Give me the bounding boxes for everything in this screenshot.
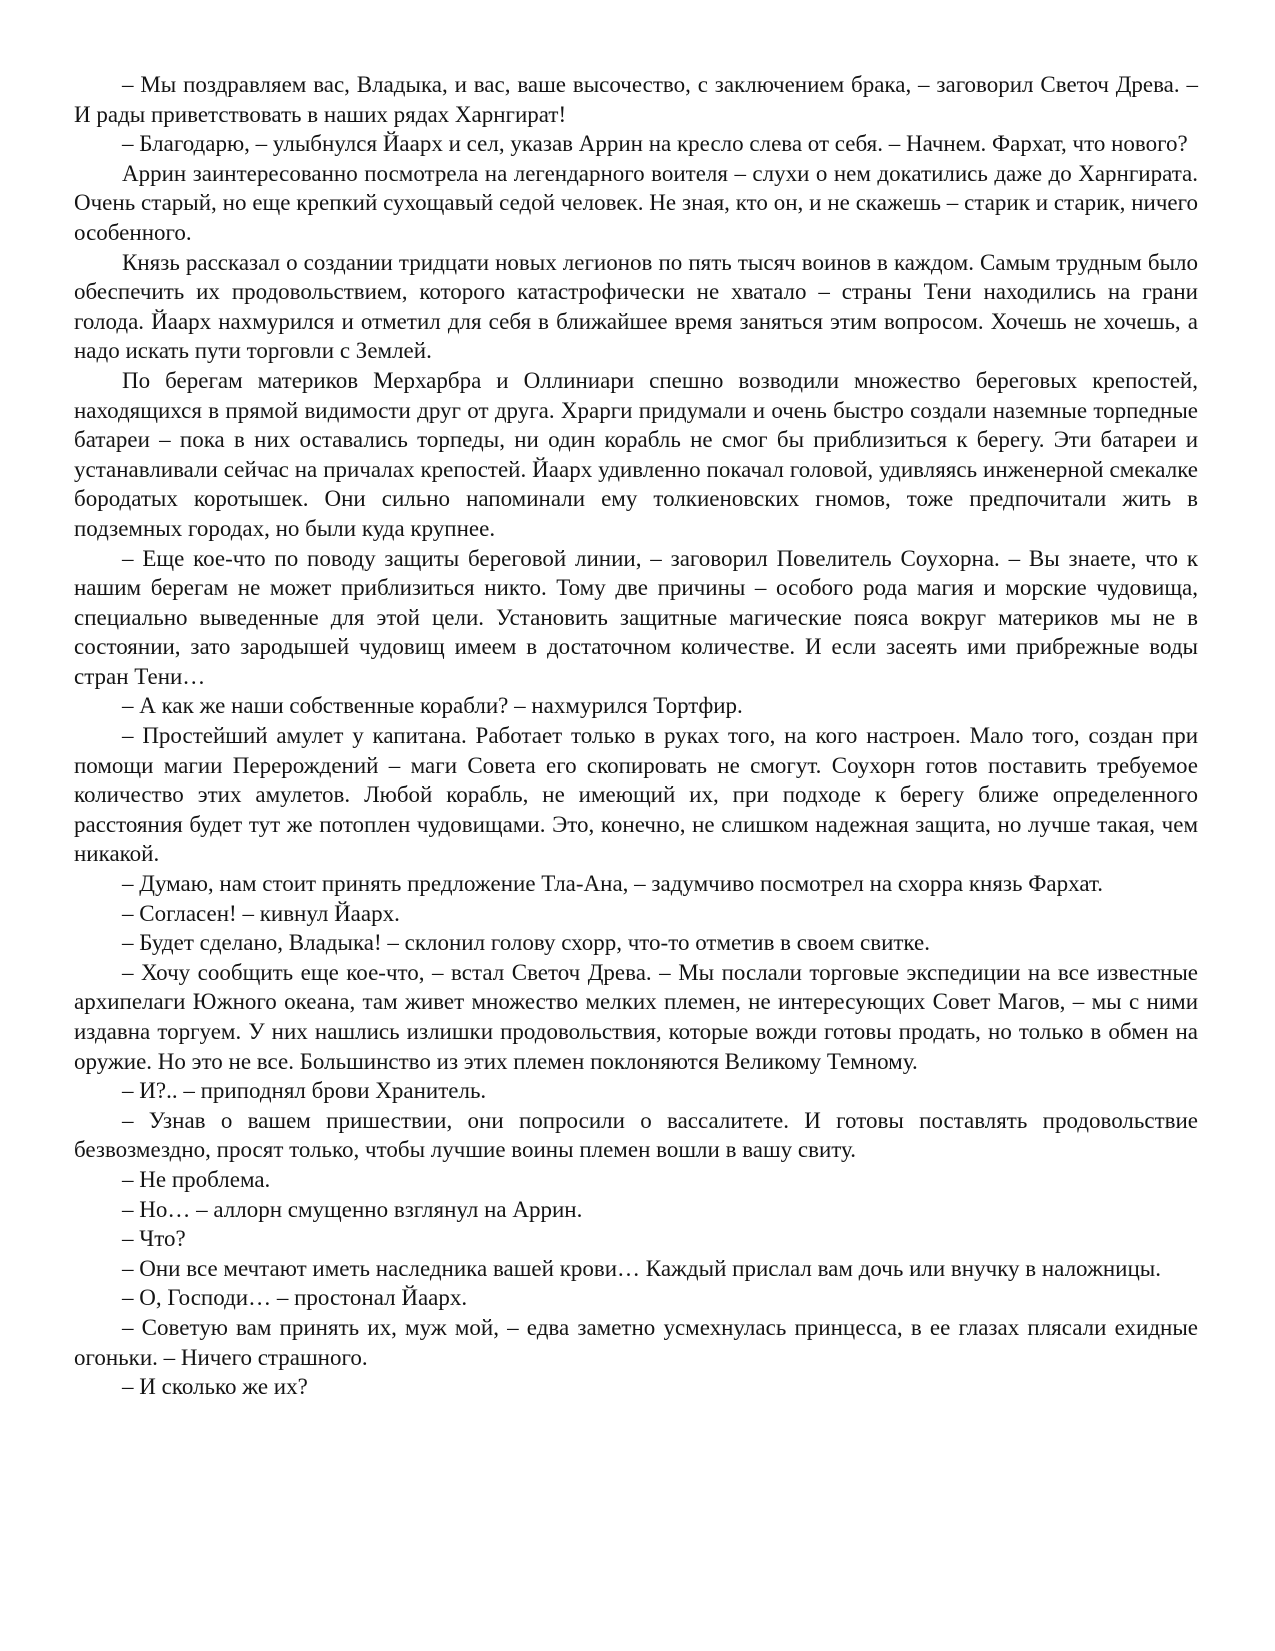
paragraph: – Простейший амулет у капитана. Работает только в руках того, на кого настроен. Мало того, создан при помощи магии Перерождений – маги Совета его скопировать не смогут. Соухорн готов поставить требуемое количество этих амулетов. Любой корабль, не имеющий их, при подходе к берегу ближе определенного расстояния будет тут же потоплен чудовищами. Это, конечно, не слишком надежная защита, но лучше такая, чем никакой. — [74, 723, 1198, 867]
paragraph: – Что? — [122, 1226, 186, 1252]
paragraph: – Еще кое-что по поводу защиты береговой линии, – заговорил Повелитель Соухорна. – Вы знаете, что к нашим берегам не может приблизиться никто. Тому две причины – особого рода магия и морские чудовища, специально выведенные для этой цели. Установить защитные магические пояса вокруг материков мы не в состоянии, зато зародышей чудовищ имеем в достаточном количестве. И если засеять ими прибрежные воды стран Тени… — [74, 545, 1198, 689]
paragraph: – Советую вам принять их, муж мой, – едва заметно усмехнулась принцесса, в ее глазах плясали ехидные огоньки. – Ничего страшного. — [74, 1314, 1198, 1370]
paragraph: – О, Господи… – простонал Йаарх. — [122, 1285, 468, 1311]
paragraph: – Но… – аллорн смущенно взглянул на Аррин. — [122, 1196, 583, 1222]
paragraph: Аррин заинтересованно посмотрела на легендарного воителя – слухи о нем докатились даже до Харнгирата. Очень старый, но еще крепкий сухощавый седой человек. Не зная, кто он, и не скажешь – старик и старик, ничего особенного. — [74, 160, 1198, 245]
paragraph: Князь рассказал о создании тридцати новых легионов по пять тысяч воинов в каждом. Самым трудным было обеспечить их продовольствием, которого катастрофически не хватало – страны Тени находились на грани голода. Йаарх нахмурился и отметил для себя в ближайшее время заняться этим вопросом. Хочешь не хочешь, а надо искать пути торговли с Землей. — [74, 249, 1198, 364]
paragraph: – Благодарю, – улыбнулся Йаарх и сел, указав Аррин на кресло слева от себя. – Начнем. Фархат, что нового? — [122, 131, 1188, 157]
paragraph: По берегам материков Мерхарбра и Оллиниари спешно возводили множество береговых крепостей, находящихся в прямой видимости друг от друга. Храрги придумали и очень быстро создали наземные торпедные батареи – пока в них оставались торпеды, ни один корабль не смог бы приблизиться к берегу. Эти батареи и устанавливали сейчас на причалах крепостей. Йаарх удивленно покачал головой, удивляясь инженерной смекалке бородатых коротышек. Они сильно напоминали ему толкиеновских гномов, тоже предпочитали жить в подземных городах, но были куда крупнее. — [74, 367, 1198, 541]
document-page — [74, 70, 1198, 1402]
paragraph: – Будет сделано, Владыка! – склонил голову схорр, что-то отметив в своем свитке. — [122, 930, 930, 956]
paragraph: – Узнав о вашем пришествии, они попросили о вассалитете. И готовы поставлять продовольствие безвозмездно, просят только, чтобы лучшие воины племен вошли в вашу свиту. — [74, 1107, 1198, 1163]
paragraph: – Они все мечтают иметь наследника вашей крови… Каждый прислал вам дочь или внучку в наложницы. — [122, 1255, 1161, 1281]
paragraph: – Хочу сообщить еще кое-что, – встал Светоч Древа. – Мы послали торговые экспедиции на все известные архипелаги Южного океана, там живет множество мелких племен, не интересующих Совет Магов, – мы с ними издавна торгуем. У них нашлись излишки продовольствия, которые вожди готовы продать, но только в обмен на оружие. Но это не все. Большинство из этих племен поклоняются Великому Темному. — [74, 959, 1198, 1074]
paragraph: – Согласен! – кивнул Йаарх. — [122, 900, 400, 926]
paragraph: – И?.. – приподнял брови Хранитель. — [122, 1078, 487, 1104]
paragraph: – Думаю, нам стоит принять предложение Тла-Ана, – задумчиво посмотрел на схорра князь Фархат. — [122, 871, 1104, 897]
paragraph: – А как же наши собственные корабли? – нахмурился Тортфир. — [122, 693, 743, 719]
paragraph: – Мы поздравляем вас, Владыка, и вас, ваше высочество, с заключением брака, – заговорил Светоч Древа. – И рады приветствовать в наших рядах Харнгират! — [74, 72, 1198, 127]
paragraph: – И сколько же их? — [122, 1374, 308, 1400]
paragraph: – Не проблема. — [122, 1166, 271, 1192]
